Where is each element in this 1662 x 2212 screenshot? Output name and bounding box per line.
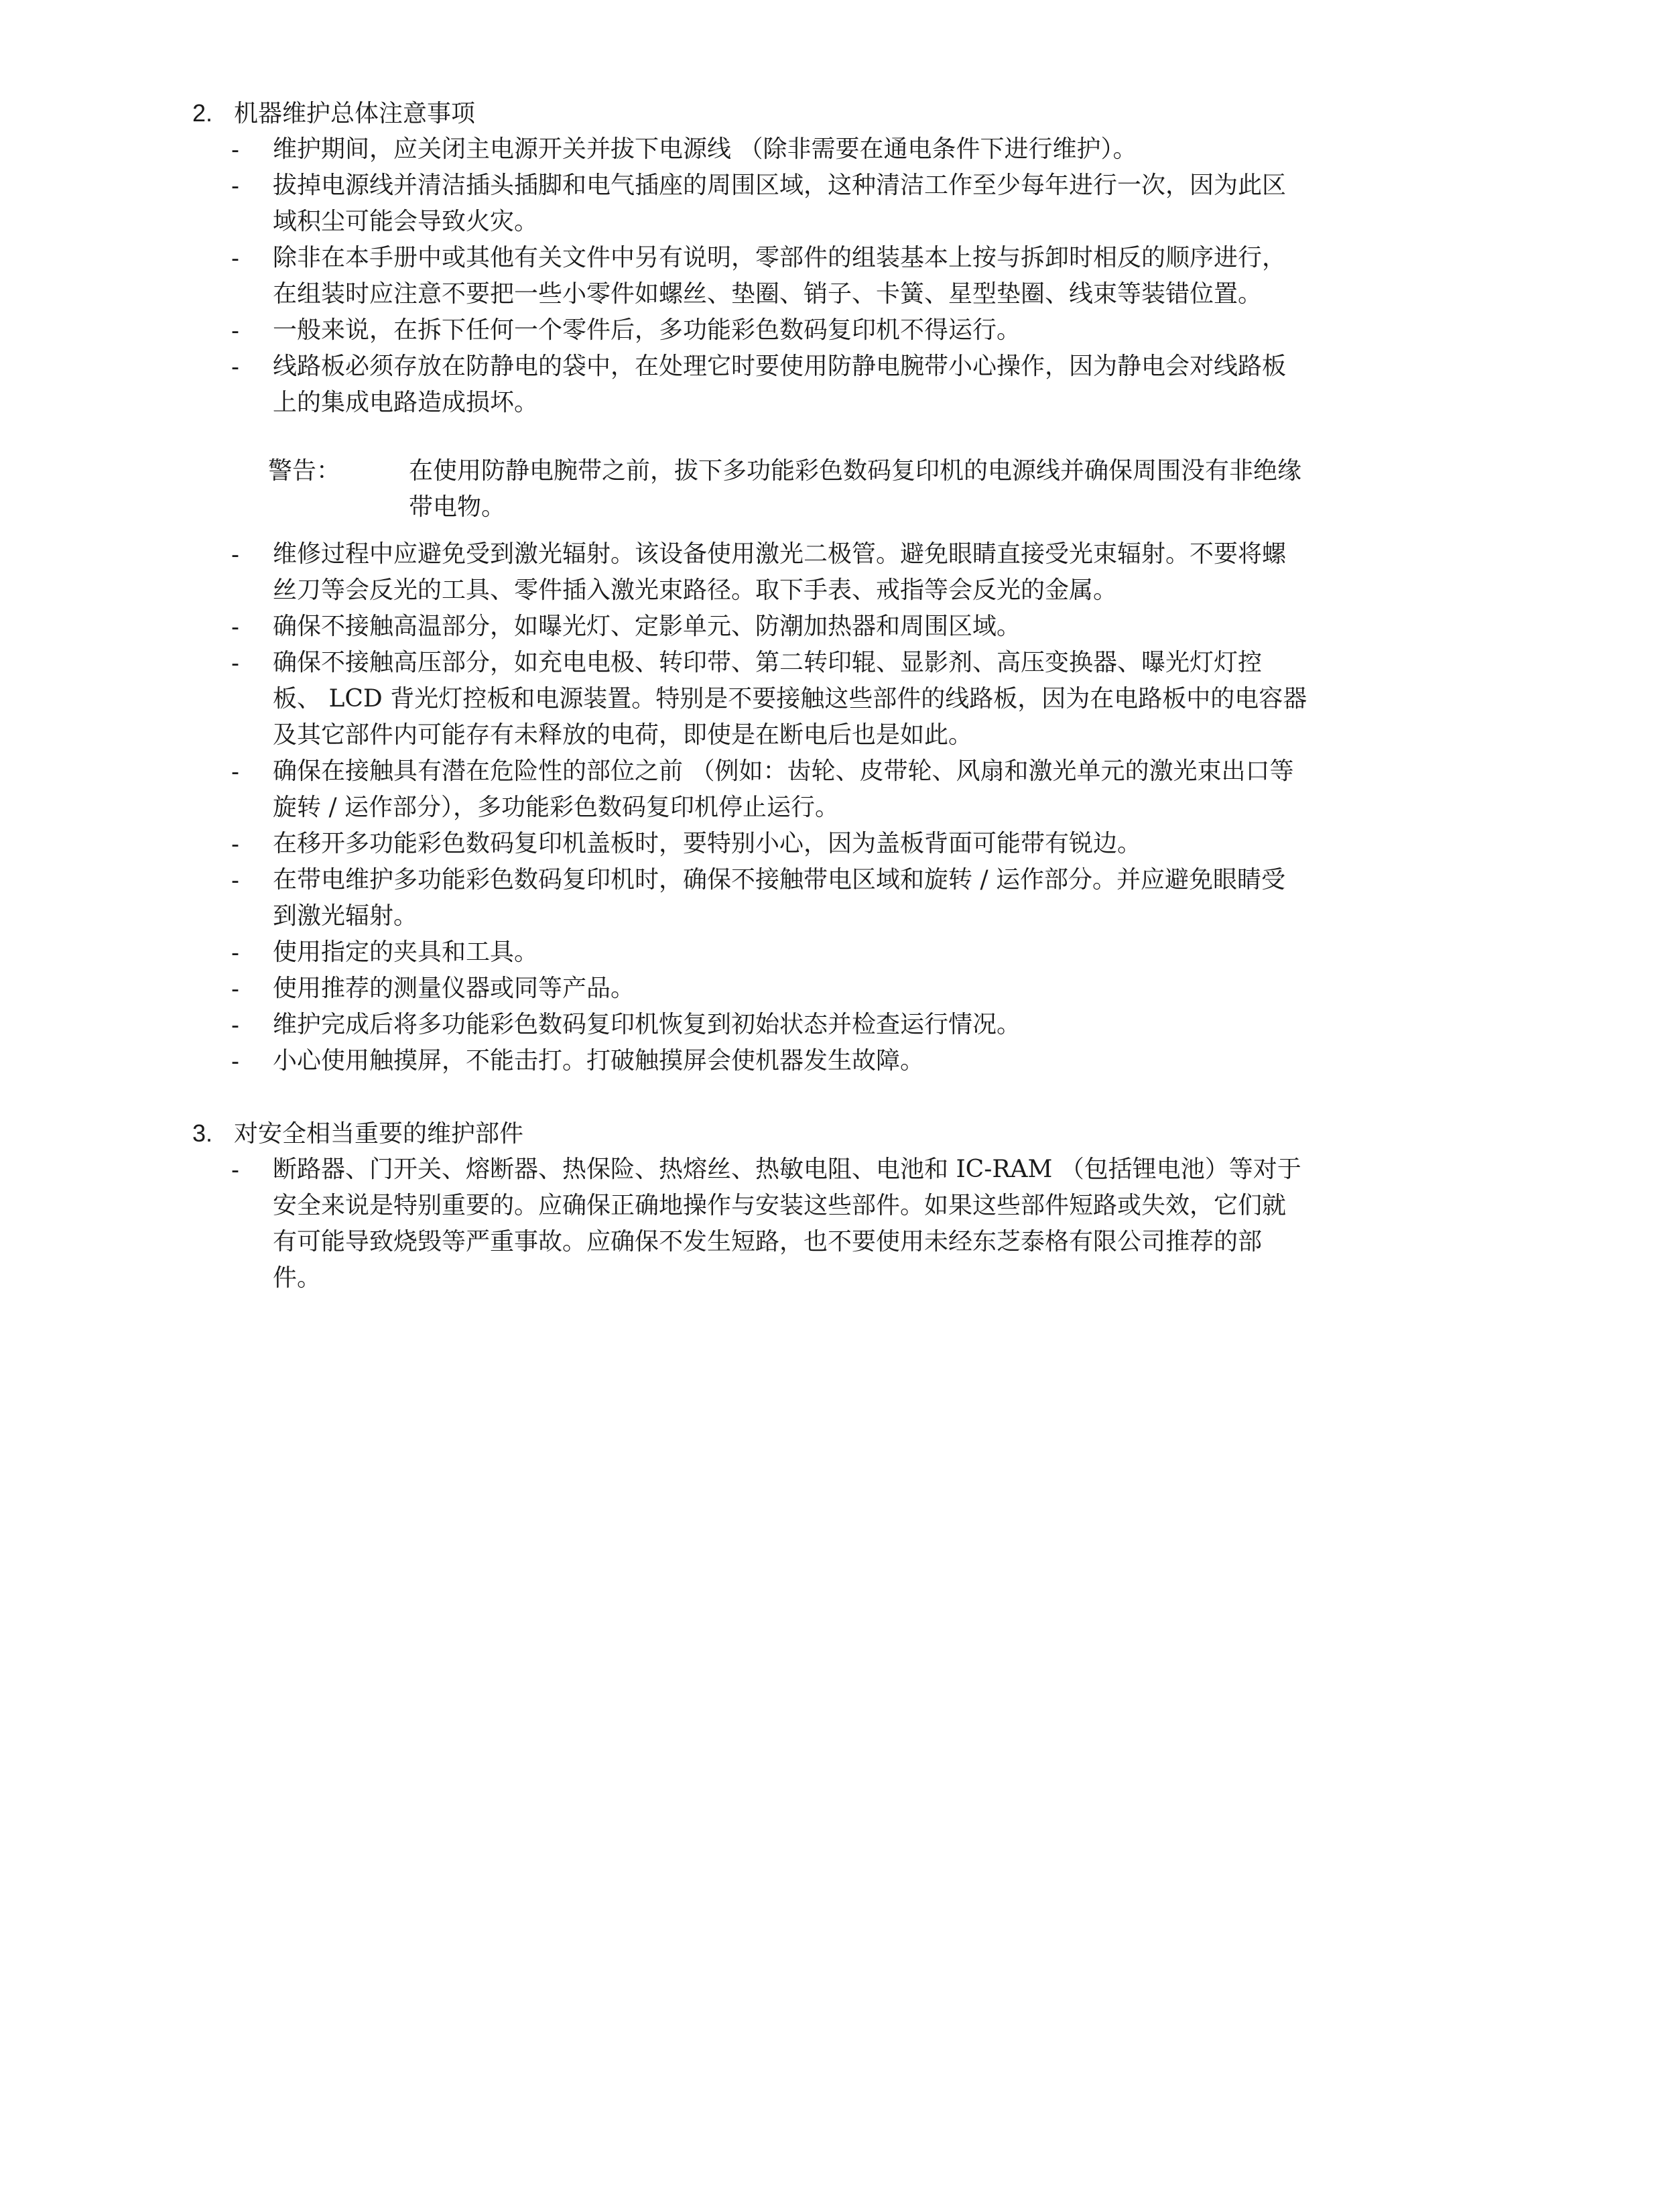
list-item-line: 旋转 / 运作部分），多功能彩色数码复印机停止运行。	[273, 794, 840, 821]
warning-text-line: 在使用防静电腕带之前，拔下多功能彩色数码复印机的电源线并确保周围没有非绝缘	[409, 457, 1302, 485]
list-item-line: 使用推荐的测量仪器或同等产品。	[273, 975, 635, 1002]
bullet-dash: -	[231, 172, 239, 199]
bullet-dash: -	[231, 316, 239, 344]
bullet-dash: -	[231, 649, 239, 676]
bullet-dash: -	[231, 866, 239, 894]
bullet-dash: -	[231, 135, 239, 163]
list-item-line: 除非在本手册中或其他有关文件中另有说明，零部件的组装基本上按与拆卸时相反的顺序进行，	[273, 244, 1287, 271]
bullet-dash: -	[231, 1011, 239, 1038]
list-item-line: 上的集成电路造成损坏。	[273, 389, 539, 416]
section-2-number: 2.	[192, 99, 213, 127]
warning-text-line: 带电物。	[409, 493, 506, 521]
section-3-title: 对安全相当重要的维护部件	[234, 1120, 524, 1148]
list-item-line: 在带电维护多功能彩色数码复印机时，确保不接触带电区域和旋转 / 运作部分。并应避免眼睛受	[273, 866, 1286, 894]
list-item-line: 域积尘可能会导致火灾。	[273, 208, 539, 235]
bullet-dash: -	[231, 830, 239, 857]
list-item-line: 一般来说，在拆下任何一个零件后，多功能彩色数码复印机不得运行。	[273, 316, 1021, 344]
section-2-heading	[192, 95, 475, 132]
list-item-line: 确保不接触高温部分，如曝光灯、定影单元、防潮加热器和周围区域。	[273, 613, 1021, 640]
list-item-line: 丝刀等会反光的工具、零件插入激光束路径。取下手表、戒指等会反光的金属。	[273, 576, 1118, 604]
list-item-line: 件。	[273, 1264, 322, 1292]
list-item-line: 及其它部件内可能存有未释放的电荷，即使是在断电后也是如此。	[273, 721, 973, 749]
list-item-line: 小心使用触摸屏，不能击打。打破触摸屏会使机器发生故障。	[273, 1047, 925, 1074]
list-item-line: 维修过程中应避免受到激光辐射。该设备使用激光二极管。避免眼睛直接受光束辐射。不要将螺	[273, 540, 1287, 568]
warning-label: 警告：	[268, 457, 341, 485]
section-3-number: 3.	[192, 1119, 213, 1147]
bullet-dash: -	[231, 1156, 239, 1183]
bullet-dash: -	[231, 1047, 239, 1074]
list-item-line: 使用指定的夹具和工具。	[273, 938, 539, 966]
list-item-line: 线路板必须存放在防静电的袋中，在处理它时要使用防静电腕带小心操作，因为静电会对线路板	[273, 353, 1287, 380]
bullet-dash: -	[231, 244, 239, 271]
bullet-dash: -	[231, 757, 239, 785]
list-item-line: 确保在接触具有潜在危险性的部位之前 （例如：齿轮、皮带轮、风扇和激光单元的激光束出口等	[273, 757, 1294, 785]
list-item-line: 确保不接触高压部分，如充电电极、转印带、第二转印辊、显影剂、高压变换器、曝光灯灯控	[273, 649, 1263, 676]
bullet-dash: -	[231, 975, 239, 1002]
bullet-dash: -	[231, 540, 239, 568]
list-item-line: 维护期间，应关闭主电源开关并拔下电源线 （除非需要在通电条件下进行维护）。	[273, 135, 1137, 163]
list-item-line: 有可能导致烧毁等严重事故。应确保不发生短路，也不要使用未经东芝泰格有限公司推荐的部	[273, 1228, 1263, 1255]
list-item-line: 在组装时应注意不要把一些小零件如螺丝、垫圈、销子、卡簧、星型垫圈、线束等装错位置。	[273, 280, 1263, 308]
bullet-dash: -	[231, 353, 239, 380]
list-item-line: 断路器、门开关、熔断器、热保险、热熔丝、热敏电阻、电池和 IC-RAM （包括锂电池）等对于	[273, 1156, 1301, 1183]
list-item-line: 到激光辐射。	[273, 902, 418, 930]
list-item-line: 在移开多功能彩色数码复印机盖板时，要特别小心，因为盖板背面可能带有锐边。	[273, 830, 1142, 857]
section-3-heading	[192, 1115, 523, 1152]
bullet-dash: -	[231, 938, 239, 966]
list-item-line: 拔掉电源线并清洁插头插脚和电气插座的周围区域，这种清洁工作至少每年进行一次，因为此区	[273, 172, 1287, 199]
list-item-line: 安全来说是特别重要的。应确保正确地操作与安装这些部件。如果这些部件短路或失效，它们就	[273, 1192, 1287, 1219]
bullet-dash: -	[231, 613, 239, 640]
section-2-title: 机器维护总体注意事项	[234, 100, 476, 127]
list-item-line: 维护完成后将多功能彩色数码复印机恢复到初始状态并检查运行情况。	[273, 1011, 1021, 1038]
list-item-line: 板、 LCD 背光灯控板和电源装置。特别是不要接触这些部件的线路板，因为在电路板中的电容器	[273, 685, 1307, 713]
